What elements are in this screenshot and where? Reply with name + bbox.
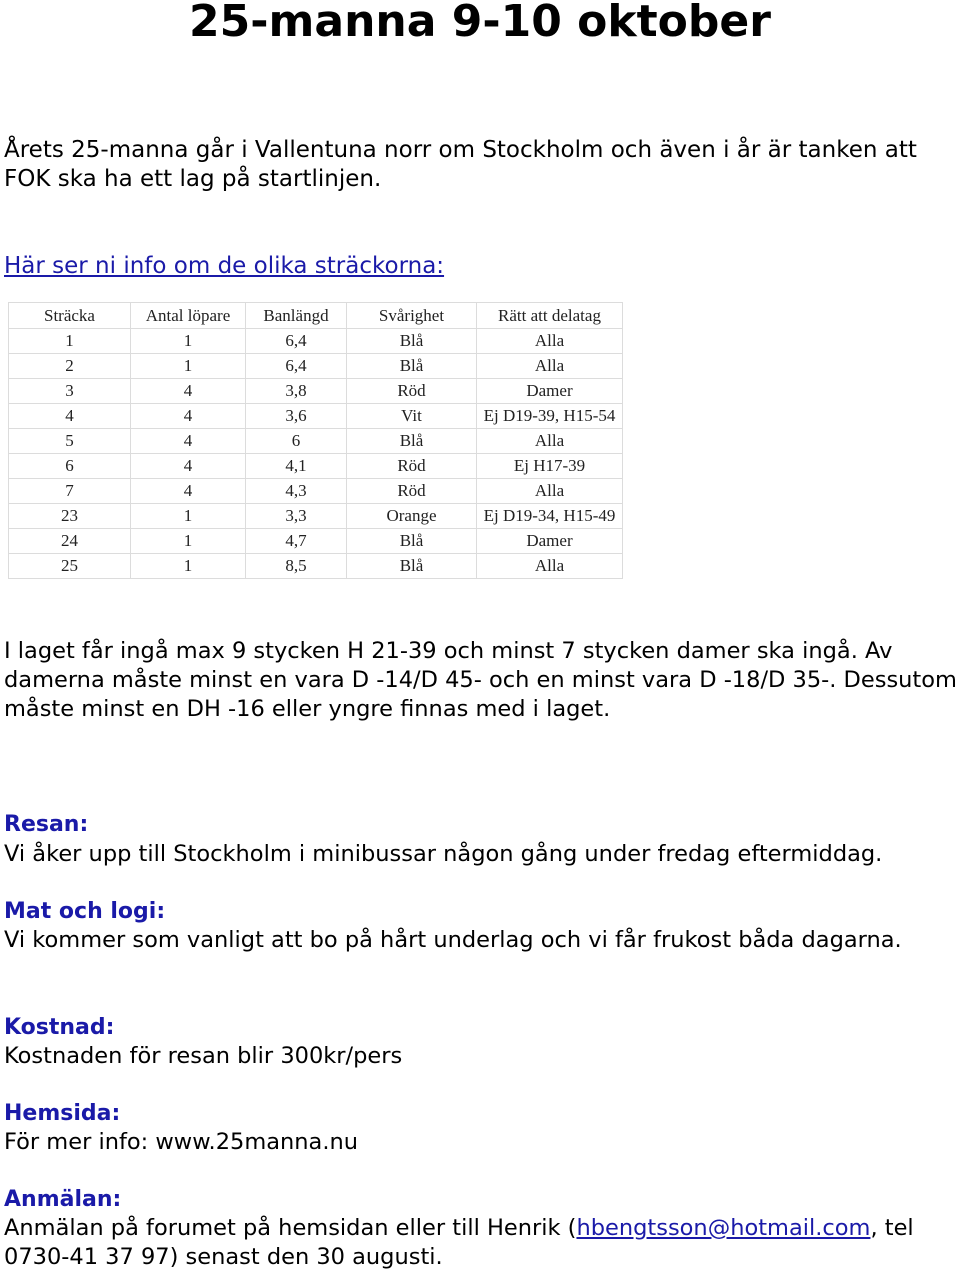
table-cell: 1 (9, 329, 131, 354)
table-cell: Alla (477, 479, 623, 504)
table-cell: Alla (477, 429, 623, 454)
table-cell: 6,4 (246, 354, 347, 379)
table-cell: Blå (347, 529, 477, 554)
table-cell: 1 (131, 329, 246, 354)
table-cell: 1 (131, 554, 246, 579)
table-cell: 4 (131, 404, 246, 429)
table-row (9, 454, 623, 479)
page-title: 25-manna 9-10 oktober (189, 0, 771, 47)
resan-heading: Resan: (4, 812, 89, 837)
table-cell: 3,8 (246, 379, 347, 404)
anmalan-heading: Anmälan: (4, 1187, 122, 1212)
table-cell: Röd (347, 454, 477, 479)
table-header-row (9, 303, 623, 329)
email-link[interactable]: hbengtsson@hotmail.com (576, 1215, 871, 1241)
mat-och-logi-text: Vi kommer som vanligt att bo på hårt underlag och vi får frukost båda dagarna. (4, 927, 902, 953)
table-cell: Blå (347, 354, 477, 379)
table-cell: 24 (9, 529, 131, 554)
table-row (9, 354, 623, 379)
table-cell: 2 (9, 354, 131, 379)
mat-och-logi-heading: Mat och logi: (4, 899, 166, 924)
hemsida-heading: Hemsida: (4, 1101, 121, 1126)
table-cell: 6 (9, 454, 131, 479)
table-cell: 4 (131, 479, 246, 504)
table-cell: 1 (131, 354, 246, 379)
kostnad-text: Kostnaden för resan blir 300kr/pers (4, 1043, 403, 1069)
table-cell: 23 (9, 504, 131, 529)
table-cell: Blå (347, 554, 477, 579)
table-cell: Alla (477, 354, 623, 379)
table-cell: 6,4 (246, 329, 347, 354)
table-cell: Damer (477, 379, 623, 404)
table-cell: Röd (347, 379, 477, 404)
table-cell: 4 (131, 379, 246, 404)
table-cell: 1 (131, 504, 246, 529)
team-rules-text: I laget får ingå max 9 stycken H 21-39 och minst 7 stycken damer ska ingå. Av damerna måste minst en vara D -14/D 45- och en minst vara D -18/D 35-. Dessutom måste minst en DH -16 eller yngre finnas med i laget. (4, 638, 957, 722)
table-row (9, 429, 623, 454)
table-row (9, 529, 623, 554)
legs-heading: Här ser ni info om de olika sträckorna: (4, 253, 445, 279)
table-row (9, 404, 623, 429)
table-cell: 25 (9, 554, 131, 579)
anmalan-text-before: Anmälan på forumet på hemsidan eller till Henrik ( (4, 1215, 577, 1241)
table-row (9, 554, 623, 579)
table-cell: 4 (9, 404, 131, 429)
column-header-banlangd: Banlängd (246, 303, 347, 329)
resan-text: Vi åker upp till Stockholm i minibussar någon gång under fredag eftermiddag. (4, 841, 883, 867)
table-cell: 1 (131, 529, 246, 554)
table-row (9, 329, 623, 354)
table-cell: 3,3 (246, 504, 347, 529)
intro-text: Årets 25-manna går i Vallentuna norr om Stockholm och även i år är tanken att FOK ska ha ett lag på startlinjen. (4, 137, 917, 192)
table-cell: 6 (246, 429, 347, 454)
table-cell: 4,1 (246, 454, 347, 479)
table-cell: Ej D19-39, H15-54 (477, 404, 623, 429)
table-cell: Alla (477, 554, 623, 579)
table-cell: Orange (347, 504, 477, 529)
table-cell: Blå (347, 329, 477, 354)
hemsida-text: För mer info: www.25manna.nu (4, 1129, 359, 1155)
column-header-stracka: Sträcka (9, 303, 131, 329)
table-cell: 4 (131, 429, 246, 454)
table-row (9, 479, 623, 504)
column-header-antal-lopare: Antal löpare (131, 303, 246, 329)
table-cell: 4 (131, 454, 246, 479)
anmalan-text (4, 1214, 954, 1272)
table-cell: 3 (9, 379, 131, 404)
table-cell: Röd (347, 479, 477, 504)
table-cell: 8,5 (246, 554, 347, 579)
legs-table (8, 302, 623, 579)
kostnad-heading: Kostnad: (4, 1015, 115, 1040)
anmalan-text-after: , tel 0730-41 37 97) senast den 30 augusti. (4, 1215, 914, 1270)
table-cell: Blå (347, 429, 477, 454)
table-cell: Alla (477, 329, 623, 354)
table-cell: 5 (9, 429, 131, 454)
table-cell: Ej H17-39 (477, 454, 623, 479)
table-row (9, 504, 623, 529)
table-cell: 4,3 (246, 479, 347, 504)
table-cell: Ej D19-34, H15-49 (477, 504, 623, 529)
table-cell: Damer (477, 529, 623, 554)
table-cell: 4,7 (246, 529, 347, 554)
table-row (9, 379, 623, 404)
table-cell: Vit (347, 404, 477, 429)
table-cell: 7 (9, 479, 131, 504)
table-cell: 3,6 (246, 404, 347, 429)
column-header-svarighet: Svårighet (347, 303, 477, 329)
column-header-ratt-att-delta: Rätt att delatag (477, 303, 623, 329)
